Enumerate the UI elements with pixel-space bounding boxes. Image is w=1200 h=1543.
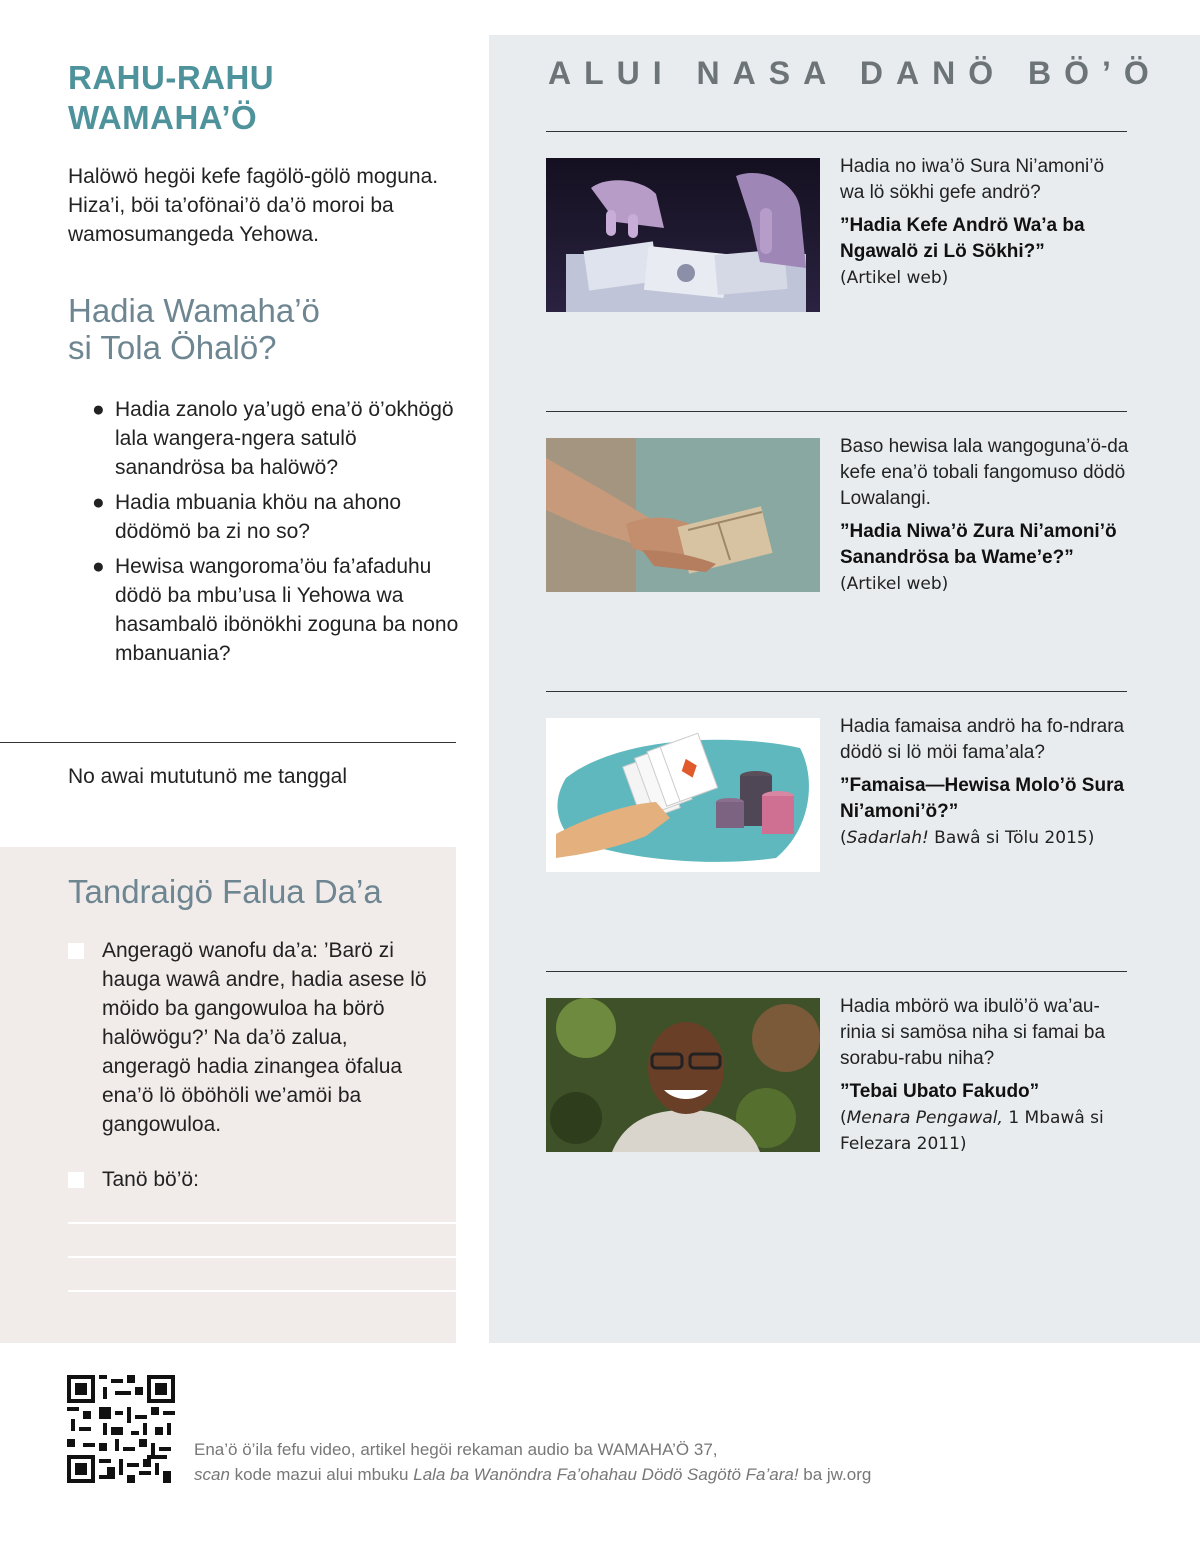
gift-package-image[interactable] <box>546 438 820 592</box>
goal-other-label: Tanö bö’ö: <box>102 1168 199 1191</box>
writing-line[interactable] <box>68 1290 456 1292</box>
article-divider <box>546 411 1127 412</box>
article-link[interactable]: ”Famaisa—Hewisa Molo’ö Sura Ni’amoni’ö?” <box>840 775 1125 822</box>
writing-line[interactable] <box>68 1222 456 1224</box>
article-divider <box>546 691 1127 692</box>
goal-title: Tandraigö Falua Da’a <box>68 873 382 910</box>
bullet-icon: ● <box>92 398 105 421</box>
article <box>840 434 1130 597</box>
article-divider <box>546 131 1127 132</box>
playing-cards-chips-image[interactable] <box>546 718 820 872</box>
source-publication: Menara Pengawal, <box>846 1108 1003 1128</box>
source-date: Bawâ si Tölu 2015) <box>928 828 1095 848</box>
article-source: (Artikel web) <box>840 268 949 288</box>
money-hands-image[interactable] <box>546 158 820 312</box>
source-date: 1 Mbawâ si Felezara 2011) <box>840 1108 1104 1154</box>
article-link[interactable]: ”Hadia Kefe Andrö Wa’a ba Ngawalö zi Lö Sökhi?” <box>840 215 1085 262</box>
source-publication: Sadarlah! <box>846 828 929 848</box>
writing-line[interactable] <box>68 1256 456 1258</box>
list-item <box>92 395 462 482</box>
question-heading: Hadia Wamaha’ö si Tola Öhalö? <box>68 292 320 366</box>
checkbox[interactable] <box>68 1172 84 1188</box>
qr-code-icon[interactable] <box>67 1375 175 1483</box>
article-question: Hadia famaisa andrö ha fo-ndrara dödö si lö möi fama’ala? <box>840 716 1125 763</box>
article-question: Baso hewisa lala wangoguna’ö-da kefe ena’ö tobali fangomuso dödö Lowalangi. <box>840 436 1129 509</box>
question-text: Hadia mbuania khöu na ahono dödömö ba zi no so? <box>115 491 402 543</box>
article-source: (Menara Pengawal, 1 Mbawâ si Felezara 2011) <box>840 1108 1104 1154</box>
bullet-icon: ● <box>92 491 105 514</box>
footer-book-title[interactable]: Lala ba Wanöndra Fa’ohahau Dödö Sagötö Fa’ara! <box>413 1465 799 1484</box>
bullet-icon: ● <box>92 555 105 578</box>
footer-line-1: Ena’ö ö’ila fefu video, artikel hegöi rekaman audio ba WAMAHA’Ö 37, <box>194 1440 718 1459</box>
footer-scan: scan <box>194 1465 230 1484</box>
article <box>840 154 1130 291</box>
article-question: Hadia mbörö wa ibulö’ö wa’au-rinia si samösa niha si famai ba sorabu-rabu niha? <box>840 996 1106 1069</box>
article <box>840 994 1130 1157</box>
question-text: Hewisa wangoroma’öu fa’afaduhu dödö ba mbu’usa li Yehowa wa hasambalö ibönökhi zoguna ba nono mbanuania? <box>115 555 459 665</box>
footer-mid: kode mazui alui mbuku <box>229 1465 414 1484</box>
smiling-man-photo[interactable] <box>546 998 820 1152</box>
date-divider <box>0 742 456 743</box>
checkbox[interactable] <box>68 943 84 959</box>
goal-item <box>68 1165 438 1194</box>
related-title: ALUI NASA DANÖ BÖ’Ö <box>548 55 1162 91</box>
article-source: (Sadarlah! Bawâ si Tölu 2015) <box>840 828 1095 848</box>
list-item <box>92 488 462 546</box>
question-list <box>92 395 462 674</box>
article-source: (Artikel web) <box>840 574 949 594</box>
intro-text: Halöwö hegöi kefe fagölö-gölö moguna. Hiza’i, böi ta’ofönai’ö da’ö moroi ba wamosumangeda Yehowa. <box>68 165 439 246</box>
main-heading: RAHU-RAHU WAMAHA’Ö <box>68 59 275 136</box>
footer-end: ba jw.org <box>798 1465 872 1484</box>
goal-text: Angeragö wanofu da’a: ’Barö zi hauga wawâ andre, hadia asese lö möido ba gangowuloa ha börö halöwögu?’ Na da’ö zalua, angeragö hadia zinangea öfalua ena’ö lö öböhöli we’amöi ba gangowuloa. <box>102 939 427 1136</box>
question-text: Hadia zanolo ya’ugö ena’ö ö’okhögö lala wangera-ngera satulö sanandrösa ba halöwö? <box>115 398 454 479</box>
list-item <box>92 552 462 668</box>
article-link[interactable]: ”Hadia Niwa’ö Zura Ni’amoni’ö Sanandrösa ba Wame’e?” <box>840 521 1117 568</box>
article-divider <box>546 971 1127 972</box>
footer-note <box>194 1437 1094 1487</box>
goal-item <box>68 936 438 1139</box>
date-label[interactable]: No awai mututunö me tanggal <box>68 765 347 788</box>
article <box>840 714 1130 851</box>
article-question: Hadia no iwa’ö Sura Ni’amoni’ö wa lö sökhi gefe andrö? <box>840 156 1105 203</box>
article-link[interactable]: ”Tebai Ubato Fakudo” <box>840 1081 1040 1102</box>
